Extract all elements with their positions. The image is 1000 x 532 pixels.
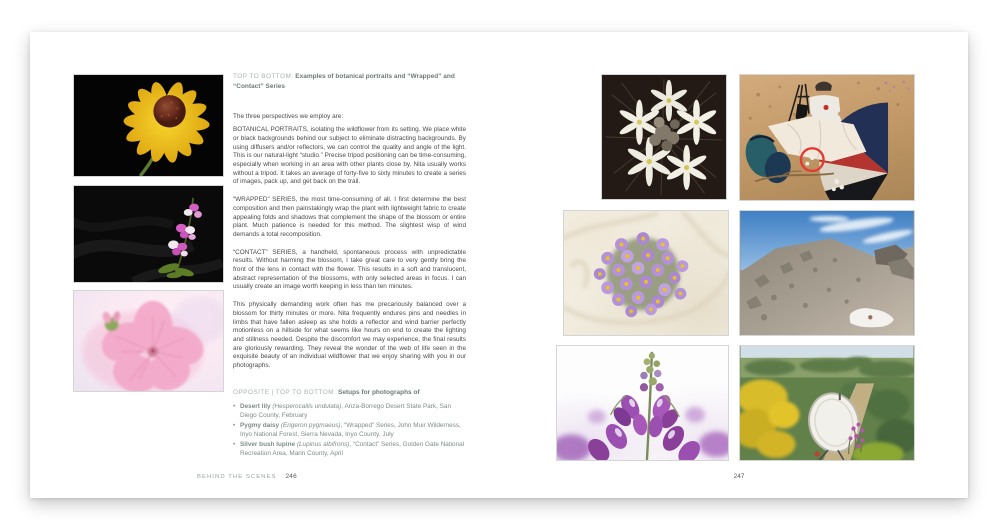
paragraph-demanding-work: This physically demanding work often has me precariously balanced over a blossom for thirty minutes or more. Nita frequently endures pins and needles in limbs that have fallen asleep as she holds a reflector and wind barrier perfectly motionless on a hillside for what seems like hours on end to create the lighting and stillness needed. Despite the discomfort we may experience, the final results are gloriously rewarding. They reveal the wonder of the web of life seen in the exquisite beauty of an individual wildflower that we enjoy sharing with you in our photographs. <box>233 301 466 370</box>
photo-sneezeweed-portrait <box>73 74 224 177</box>
desert-setup-illustration <box>740 75 914 200</box>
left-page-text-column <box>233 72 466 459</box>
sneezeweed-illustration <box>74 75 223 176</box>
photo-mallow-contact <box>73 290 224 392</box>
photo-setup-reflector <box>739 345 915 461</box>
caption-bottom-text: Setups for photographs of <box>338 388 420 396</box>
mountain-slope-illustration <box>740 211 914 335</box>
photo-mountain-slope <box>739 210 915 336</box>
setup-caption-list <box>233 402 466 459</box>
paragraph-botanical-portraits: BOTANICAL PORTRAITS, isolating the wildflower from its setting. We place white or black backgrounds behind our subject to eliminate distracting backgrounds. By using diffusers and/or reflectors, we can control the quality and angle of the light. This is our natural-light “studio.” Precise tripod positioning can be time-consuming, especially when working in an area with other plants close by. Nita usually works without a tripod. It takes an average of forty-five to sixty minutes to create a series of images, pack up, and get back on the trail. <box>233 126 466 186</box>
page-number-right: 247 <box>733 473 745 480</box>
photo-desert-lily <box>601 74 727 200</box>
caption-top-text: Examples of botanical portraits and “Wrapped” and “Contact” Series <box>233 73 455 90</box>
caption-bottom-label: OPPOSITE | TOP TO BOTTOM: <box>233 388 337 396</box>
species-location: , “Contact” Series, Golden Gate National Recreation Area, Marin County, April <box>240 440 465 457</box>
book-spread <box>30 32 968 498</box>
section-title: BEHIND THE SCENES <box>197 474 277 480</box>
body-paragraphs <box>233 126 466 371</box>
species-latin: (Lupinus albifrons) <box>296 440 350 448</box>
mallow-illustration <box>74 291 223 391</box>
penstemon-illustration <box>74 186 223 282</box>
paragraph-wrapped-series: “WRAPPED” SERIES, the most time-consuming of all. I first determine the best composition and then painstakingly wrap the plant with lightweight fabric to create appealing folds and shadows that complement the shape of the blossom or entire plant. Much patience is needed for this method. The slightest wisp of wind demands a total recomposition. <box>233 196 466 238</box>
species-name: Pygmy daisy <box>240 421 281 429</box>
reflector-setup-illustration <box>740 346 914 460</box>
species-latin: (Erigeron pygmaeus) <box>280 421 341 429</box>
photo-lupine <box>556 345 729 461</box>
list-item <box>233 440 466 458</box>
species-location: , Anza-Borrego Desert State Park, San Diego County, February <box>240 402 452 419</box>
photo-wrapped-daisies <box>563 210 729 336</box>
intro-line: The three perspectives we employ are: <box>233 112 344 120</box>
species-name: Silver bush lupine <box>240 440 297 448</box>
page-number-left: 246 <box>285 473 297 480</box>
photo-setup-desert <box>739 74 915 201</box>
lupine-illustration <box>557 346 728 460</box>
running-footer <box>197 473 297 480</box>
desert-lily-illustration <box>602 75 726 199</box>
list-item <box>233 421 466 439</box>
photo-penstemon-portrait <box>73 185 224 283</box>
paragraph-contact-series: “CONTACT” SERIES, a handheld, spontaneous process with unpredictable results. Without harming the blossom, I take great care to very gently bring the front of the lens in contact with the flower. This results in a soft and translucent, abstract representation of the blossoms, with only selected areas in focus. I can usually create an image worth keeping in less than ten minutes. <box>233 248 466 291</box>
caption-top <box>233 72 466 92</box>
wrapped-daisies-illustration <box>564 211 728 335</box>
species-location: , “Wrapped” Series, John Muir Wilderness, Inyo National Forest, Sierra Nevada, Inyo County, July <box>240 421 461 438</box>
caption-top-label: TOP TO BOTTOM: <box>233 73 294 80</box>
species-latin: (Hesperocallis undulata) <box>272 402 342 410</box>
caption-bottom <box>233 388 466 398</box>
list-item <box>233 402 466 420</box>
species-name: Desert lily <box>240 402 273 410</box>
